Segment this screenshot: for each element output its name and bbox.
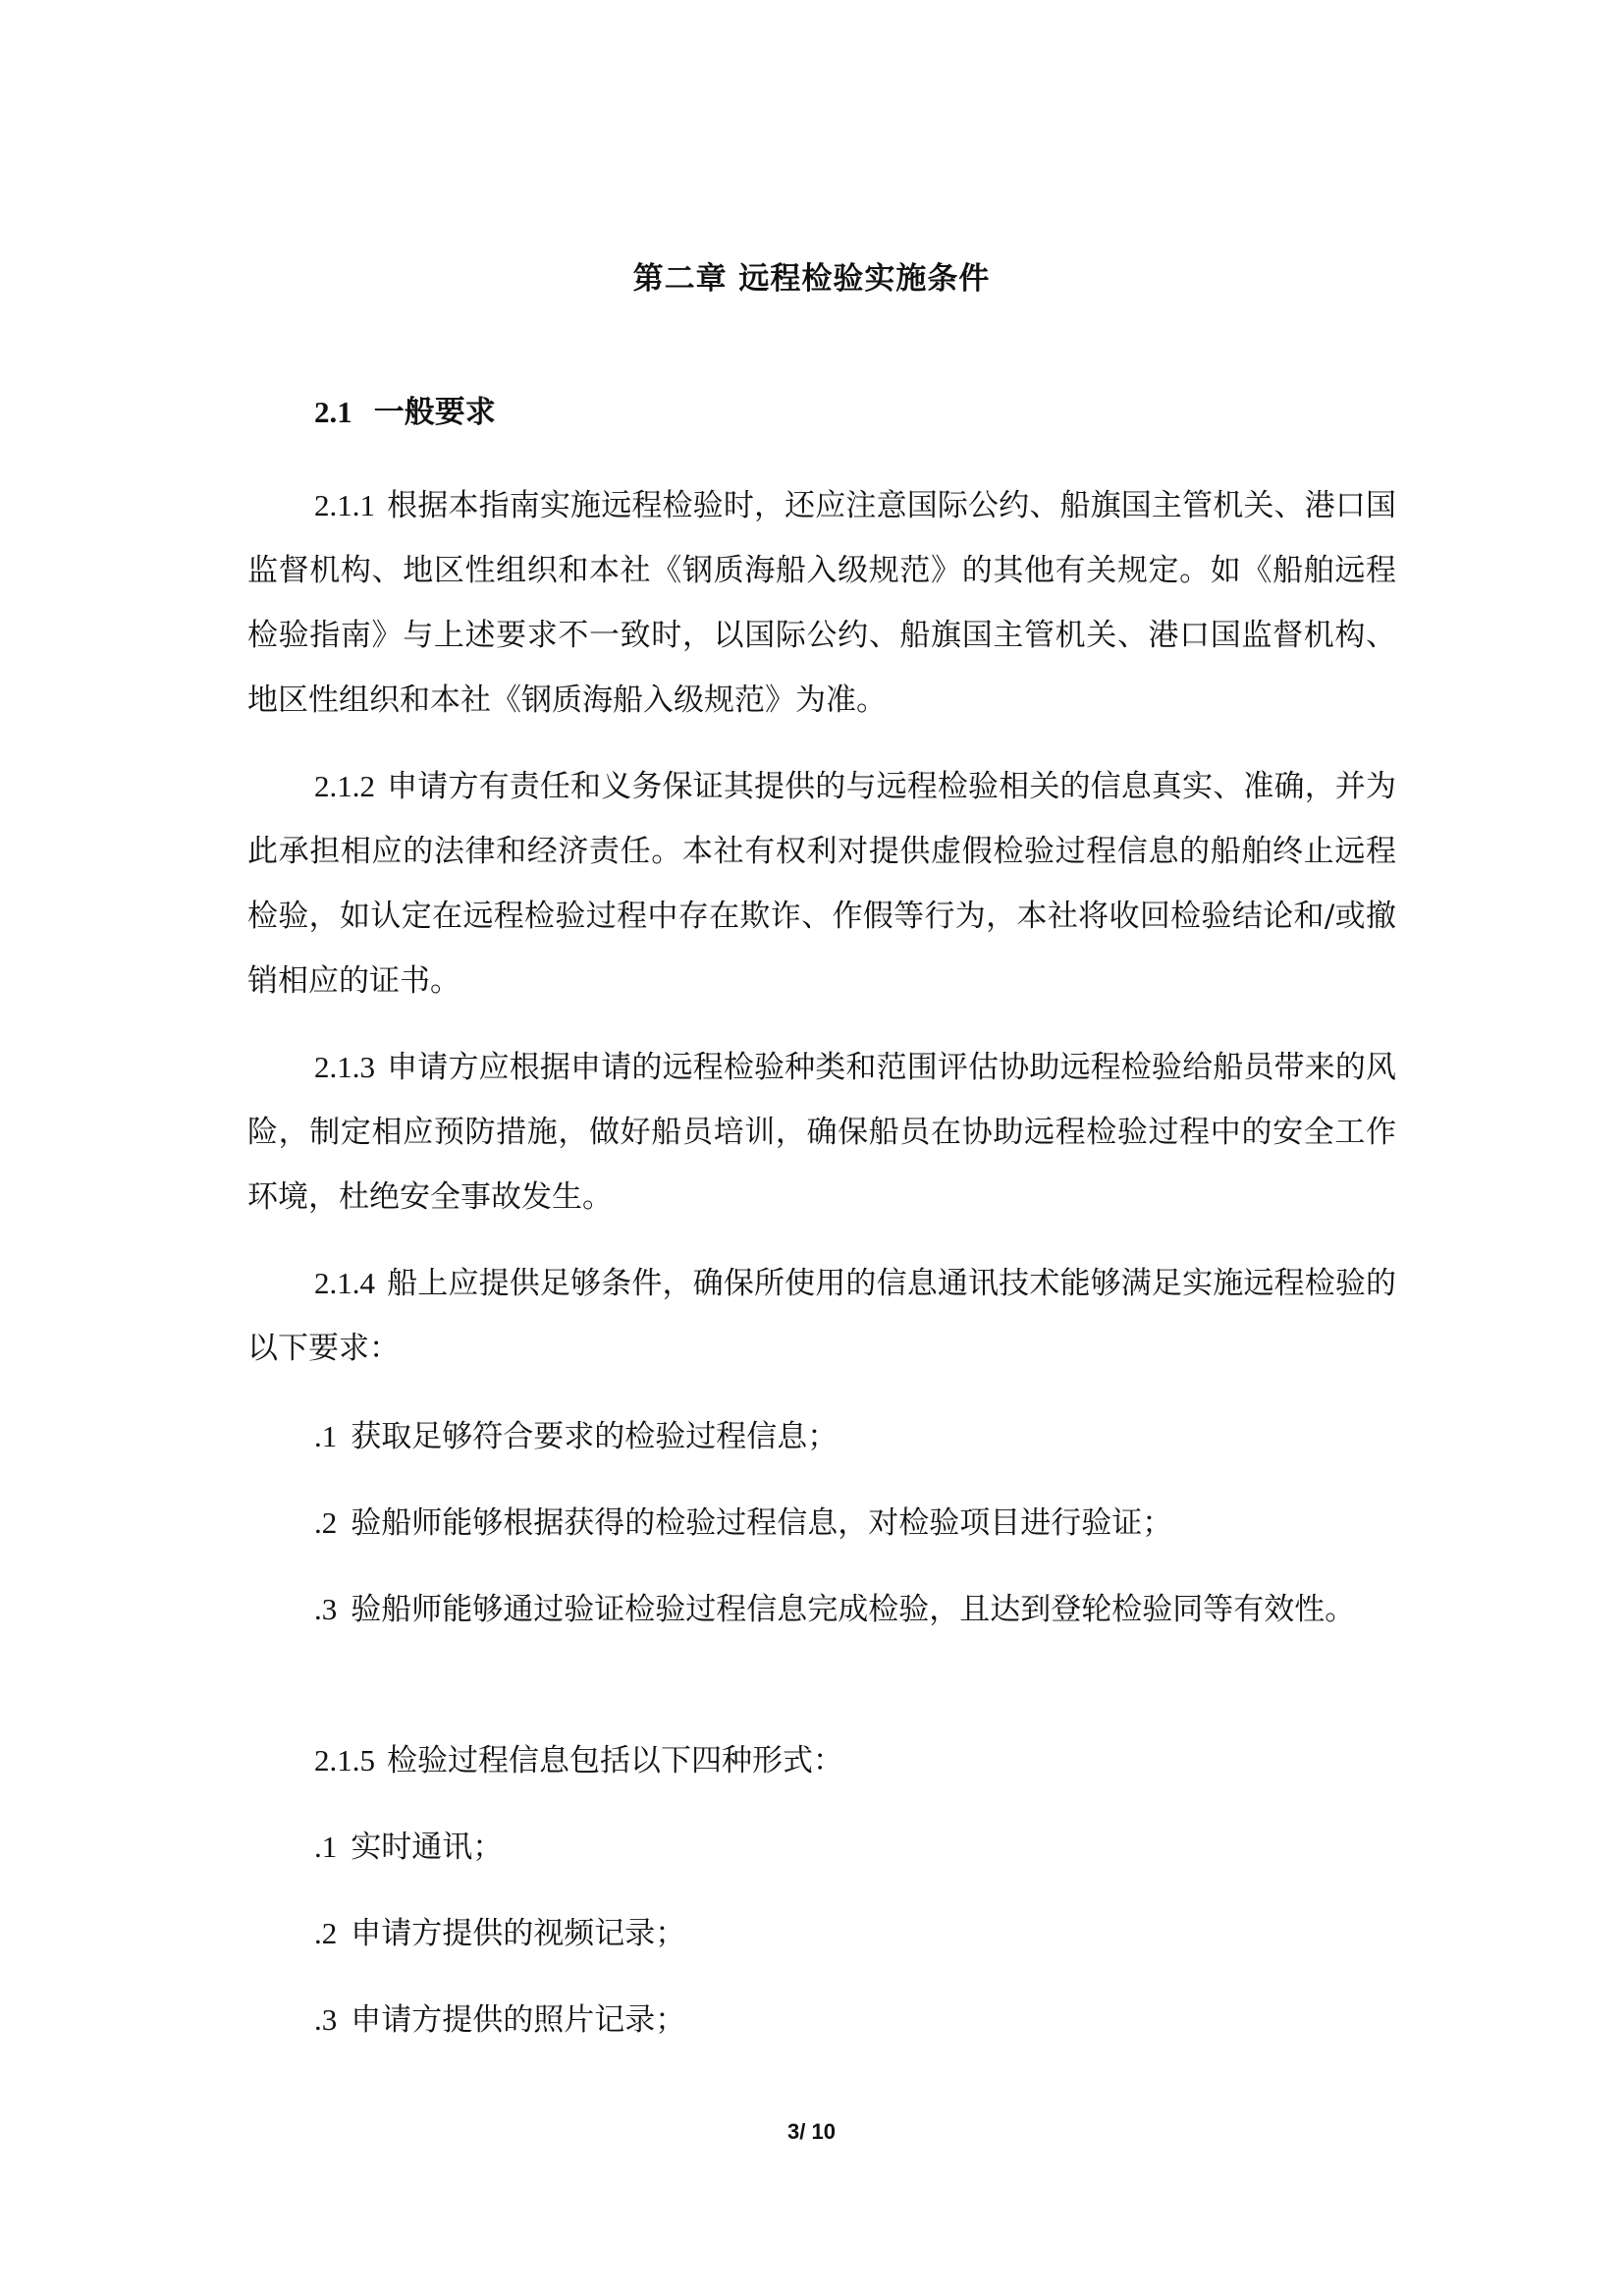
list-item bbox=[247, 1577, 1396, 1642]
page-number: 3/ 10 bbox=[787, 2119, 836, 2144]
chapter-title: 第二章 远程检验实施条件 bbox=[632, 261, 991, 297]
list-item bbox=[247, 1491, 1396, 1556]
section-title: 一般要求 bbox=[373, 395, 496, 430]
paragraph-number: 2.1.4 bbox=[314, 1266, 375, 1300]
paragraph-2-1-5 bbox=[247, 1728, 1396, 1793]
list-item-text: 验船师能够通过验证检验过程信息完成检验，且达到登轮检验同等有效性。 bbox=[351, 1592, 1356, 1627]
paragraph-2-1-3 bbox=[247, 1035, 1396, 1230]
paragraph-text: 检验过程信息包括以下四种形式： bbox=[387, 1743, 843, 1778]
paragraph-text: 根据本指南实施远程检验时，还应注意国际公约、船旗国主管机关、港口国监督机构、地区性组织和本社《钢质海船入级规范》的其他有关规定。如《船舶远程检验指南》与上述要求不一致时，以国际公约、船旗国主管机关、港口国监督机构、地区性组织和本社《钢质海船入级规范》为准。 bbox=[247, 488, 1396, 718]
paragraph-number: 2.1.1 bbox=[314, 488, 375, 522]
section-number: 2.1 bbox=[314, 395, 352, 429]
paragraph-text: 申请方有责任和义务保证其提供的与远程检验相关的信息真实、准确，并为此承担相应的法律和经济责任。本社有权利对提供虚假检验过程信息的船舶终止远程检验，如认定在远程检验过程中存在欺诈、作假等行为，本社将收回检验结论和/或撤销相应的证书。 bbox=[247, 769, 1396, 999]
paragraph-number: 2.1.3 bbox=[314, 1050, 375, 1084]
paragraph-text: 申请方应根据申请的远程检验种类和范围评估协助远程检验给船员带来的风险，制定相应预防措施，做好船员培训，确保船员在协助远程检验过程中的安全工作环境，杜绝安全事故发生。 bbox=[247, 1050, 1396, 1215]
list-item-text: 实时通讯； bbox=[351, 1830, 504, 1865]
list-item bbox=[247, 1815, 1396, 1880]
paragraph-2-1-2 bbox=[247, 754, 1396, 1013]
list-item-number: .1 bbox=[314, 1419, 338, 1453]
list-item-text: 申请方提供的视频记录； bbox=[351, 1916, 686, 1951]
paragraph-text: 船上应提供足够条件，确保所使用的信息通讯技术能够满足实施远程检验的以下要求： bbox=[247, 1266, 1396, 1366]
list-item bbox=[247, 1404, 1396, 1469]
list-item-number: .3 bbox=[314, 2002, 338, 2037]
paragraph-2-1-4 bbox=[247, 1251, 1396, 1381]
list-item-text: 申请方提供的照片记录； bbox=[351, 2002, 686, 2038]
list-item bbox=[247, 1988, 1396, 2052]
paragraph-number: 2.1.2 bbox=[314, 769, 375, 803]
list-item-number: .2 bbox=[314, 1916, 338, 1950]
list-item-number: .3 bbox=[314, 1592, 338, 1626]
list-item bbox=[247, 1901, 1396, 1966]
section-heading bbox=[314, 387, 496, 431]
list-item-number: .2 bbox=[314, 1505, 338, 1540]
list-item-number: .1 bbox=[314, 1830, 338, 1864]
paragraph-2-1-1 bbox=[247, 473, 1396, 733]
paragraph-number: 2.1.5 bbox=[314, 1743, 375, 1777]
list-item-text: 验船师能够根据获得的检验过程信息，对检验项目进行验证； bbox=[351, 1505, 1173, 1541]
list-item-text: 获取足够符合要求的检验过程信息； bbox=[351, 1419, 839, 1454]
